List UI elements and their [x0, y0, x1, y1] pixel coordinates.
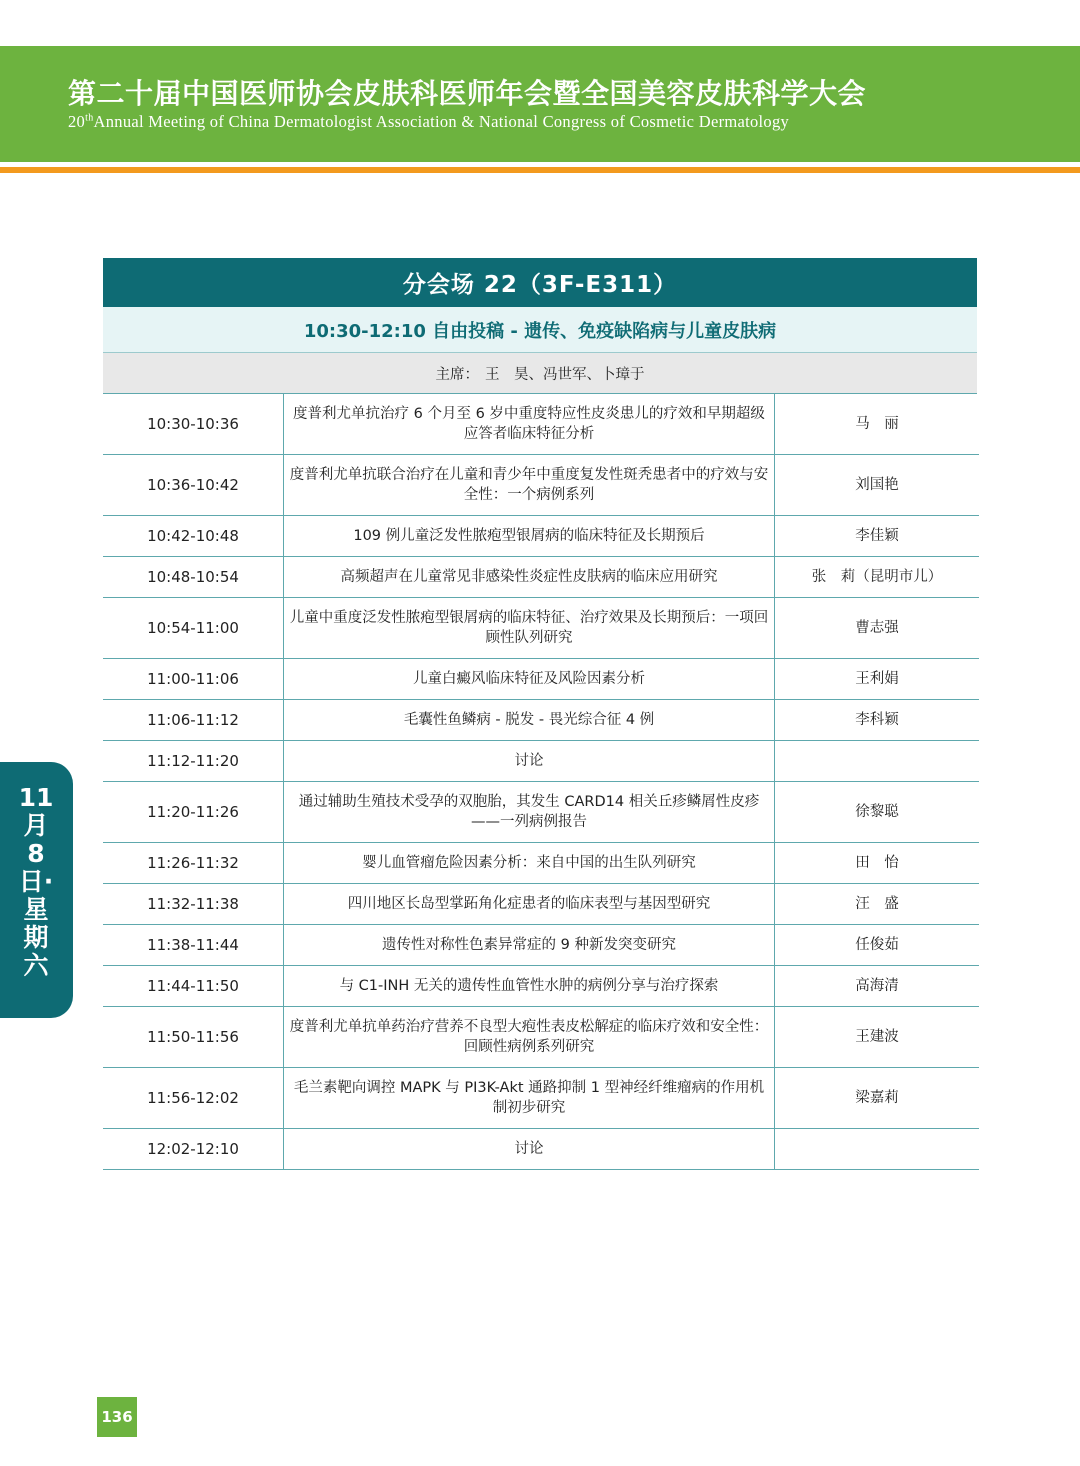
topic-cell: 毛兰素靶向调控 MAPK 与 PI3K-Akt 通路抑制 1 型神经纤维瘤病的作用机制初步研究 — [284, 1068, 775, 1129]
table-row — [103, 394, 979, 455]
time-cell: 11:56-12:02 — [103, 1068, 284, 1129]
table-row — [103, 925, 979, 966]
conference-title: 第二十届中国医师协会皮肤科医师年会暨全国美容皮肤科学大会 — [68, 77, 867, 110]
topic-cell: 通过辅助生殖技术受孕的双胞胎，其发生 CARD14 相关丘疹鳞屑性皮疹——一列病例报告 — [284, 782, 775, 843]
speaker-cell: 马 丽 — [775, 394, 980, 455]
time-cell: 10:54-11:00 — [103, 598, 284, 659]
table-row — [103, 1068, 979, 1129]
topic-cell: 儿童白癜风临床特征及风险因素分析 — [284, 659, 775, 700]
table-row — [103, 843, 979, 884]
speaker-cell: 李科颖 — [775, 700, 980, 741]
speaker-cell — [775, 741, 980, 782]
time-cell: 12:02-12:10 — [103, 1129, 284, 1170]
topic-cell: 高频超声在儿童常见非感染性炎症性皮肤病的临床应用研究 — [284, 557, 775, 598]
speaker-cell: 王建波 — [775, 1007, 980, 1068]
table-row — [103, 516, 979, 557]
page-number: 136 — [97, 1397, 137, 1437]
time-cell: 11:20-11:26 — [103, 782, 284, 843]
speaker-cell — [775, 1129, 980, 1170]
table-row — [103, 884, 979, 925]
date-side-tab — [0, 762, 73, 1018]
topic-cell: 与 C1-INH 无关的遗传性血管性水肿的病例分享与治疗探索 — [284, 966, 775, 1007]
chairs-row — [103, 353, 977, 394]
table-row — [103, 598, 979, 659]
topic-cell: 讨论 — [284, 741, 775, 782]
accent-divider — [0, 167, 1080, 173]
speaker-cell: 田 怡 — [775, 843, 980, 884]
time-cell: 11:32-11:38 — [103, 884, 284, 925]
topic-cell: 毛囊性鱼鳞病 - 脱发 - 畏光综合征 4 例 — [284, 700, 775, 741]
time-cell: 11:26-11:32 — [103, 843, 284, 884]
subtitle-text: Annual Meeting of China Dermatologist Association & National Congress of Cosmetic Dermatology — [93, 112, 790, 131]
topic-cell: 儿童中重度泛发性脓疱型银屑病的临床特征、治疗效果及长期预后：一项回顾性队列研究 — [284, 598, 775, 659]
table-row — [103, 557, 979, 598]
chairs-names: 王 昊、冯世军、卜璋于 — [485, 366, 645, 383]
speaker-cell: 徐黎聪 — [775, 782, 980, 843]
topic-cell: 度普利尤单抗联合治疗在儿童和青少年中重度复发性斑秃患者中的疗效与安全性：一个病例系列 — [284, 455, 775, 516]
conference-subtitle — [68, 112, 789, 132]
table-row — [103, 455, 979, 516]
speaker-cell: 张 莉（昆明市儿） — [775, 557, 980, 598]
hall-title: 分会场 22（3F-E311） — [103, 258, 977, 307]
time-cell: 11:50-11:56 — [103, 1007, 284, 1068]
topic-cell: 讨论 — [284, 1129, 775, 1170]
table-row — [103, 659, 979, 700]
time-cell: 10:48-10:54 — [103, 557, 284, 598]
table-row — [103, 741, 979, 782]
time-cell: 11:12-11:20 — [103, 741, 284, 782]
speaker-cell: 任俊茹 — [775, 925, 980, 966]
topic-cell: 四川地区长岛型掌跖角化症患者的临床表型与基因型研究 — [284, 884, 775, 925]
table-row — [103, 966, 979, 1007]
session-title: 10:30-12:10 自由投稿 - 遗传、免疫缺陷病与儿童皮肤病 — [103, 307, 977, 353]
speaker-cell: 王利娟 — [775, 659, 980, 700]
time-cell: 11:44-11:50 — [103, 966, 284, 1007]
header-banner — [0, 46, 1080, 162]
speaker-cell: 汪 盛 — [775, 884, 980, 925]
time-cell: 11:06-11:12 — [103, 700, 284, 741]
speaker-cell: 曹志强 — [775, 598, 980, 659]
topic-cell: 109 例儿童泛发性脓疱型银屑病的临床特征及长期预后 — [284, 516, 775, 557]
schedule-table — [103, 258, 977, 1170]
table-row — [103, 700, 979, 741]
speaker-cell: 梁嘉莉 — [775, 1068, 980, 1129]
table-row — [103, 1007, 979, 1068]
speaker-cell: 刘国艳 — [775, 455, 980, 516]
time-cell: 10:42-10:48 — [103, 516, 284, 557]
time-cell: 10:36-10:42 — [103, 455, 284, 516]
date-label: 11月8日·星期六 — [18, 783, 54, 980]
table-row — [103, 782, 979, 843]
chairs-label: 主席： — [435, 366, 479, 383]
time-cell: 11:00-11:06 — [103, 659, 284, 700]
topic-cell: 遗传性对称性色素异常症的 9 种新发突变研究 — [284, 925, 775, 966]
topic-cell: 度普利尤单抗治疗 6 个月至 6 岁中重度特应性皮炎患儿的疗效和早期超级应答者临床特征分析 — [284, 394, 775, 455]
subtitle-ordinal: 20 — [68, 112, 86, 131]
speaker-cell: 高海清 — [775, 966, 980, 1007]
topic-cell: 度普利尤单抗单药治疗营养不良型大疱性表皮松解症的临床疗效和安全性：回顾性病例系列研究 — [284, 1007, 775, 1068]
program-table — [103, 394, 979, 1170]
speaker-cell: 李佳颖 — [775, 516, 980, 557]
subtitle-ordinal-suffix: th — [85, 112, 94, 124]
table-row — [103, 1129, 979, 1170]
topic-cell: 婴儿血管瘤危险因素分析：来自中国的出生队列研究 — [284, 843, 775, 884]
time-cell: 11:38-11:44 — [103, 925, 284, 966]
time-cell: 10:30-10:36 — [103, 394, 284, 455]
